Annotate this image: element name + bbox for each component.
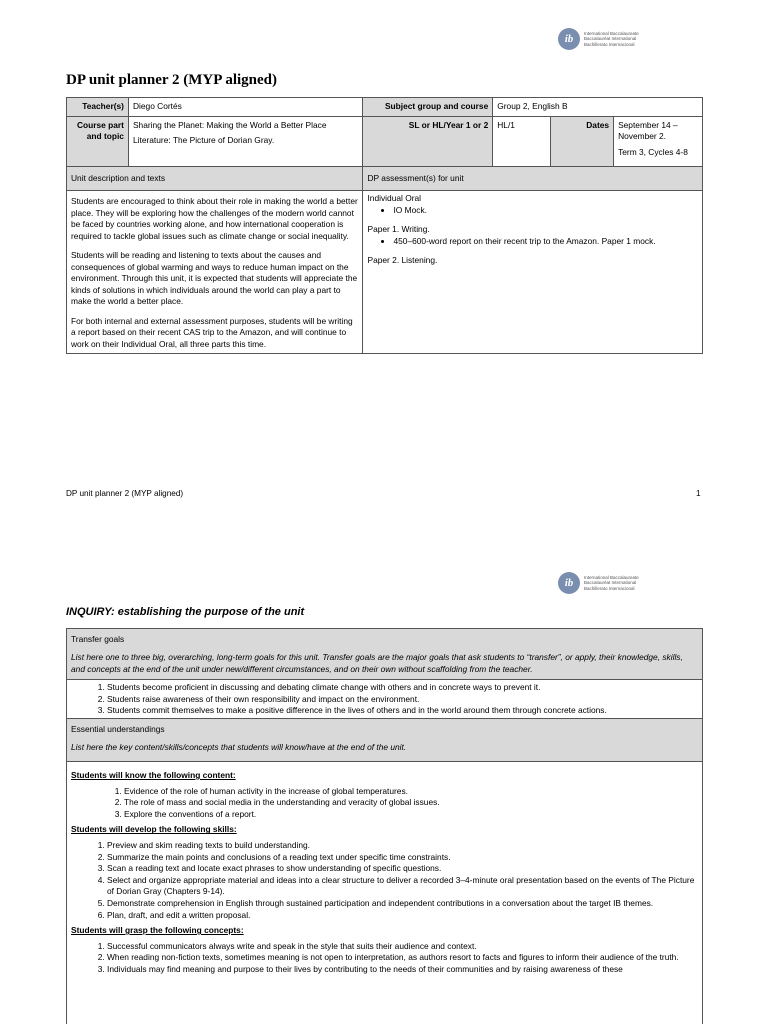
document-title: DP unit planner 2 (MYP aligned) xyxy=(66,72,277,88)
level-value: HL/1 xyxy=(493,116,551,166)
ib-logo-text: International Baccalaureate Baccalauréat International Bachillerato Internacional xyxy=(584,574,639,591)
list-item: 1. Successful communicators always write and speak in the style that suits their audience and context. xyxy=(107,941,698,953)
list-item: 2. Students raise awareness of their own responsibility and impact on the environment. xyxy=(107,694,698,706)
course-label: Course part and topic xyxy=(67,116,129,166)
assessments: Individual Oral • IO Mock. Paper 1. Writing. • 450–600-word report on their recent trip to the Amazon. Paper 1 mock. Paper 2. Listening. xyxy=(363,191,703,354)
dates-value: September 14 – November 2. Term 3, Cycles 4-8 xyxy=(614,116,703,166)
unit-description-label: Unit description and texts xyxy=(67,166,363,191)
page-number: 1 xyxy=(696,489,701,498)
list-item: 6. Plan, draft, and edit a written proposal. xyxy=(107,910,698,922)
list-item: 3. Students commit themselves to make a positive difference in the lives of others and in the world around them through concrete actions. xyxy=(107,705,698,717)
list-item: 1. Students become proficient in discussing and debating climate change with others and in concrete ways to prevent it. xyxy=(107,682,698,694)
ib-logo xyxy=(558,28,639,50)
subject-value: Group 2, English B xyxy=(493,98,703,117)
essential-understandings-box xyxy=(66,718,703,1024)
unit-planner-table xyxy=(66,97,703,354)
transfer-goals-list xyxy=(67,679,702,719)
teacher-value: Diego Cortés xyxy=(128,98,363,117)
essential-understandings-body: Students will know the following content: 1. Evidence of the role of human activity in the increase of global temperatures. 2. The role of mass and social media in the understanding and veracity of global issues. 3. Explore the conventions of a report. Students will develop the following skills: 1. Preview and skim reading texts to build understanding. 2. Summarize the main points and conclusions of a reading text under specific time constraints. 3. Scan a reading text and locate exact phrases to show understanding of specific questions. 4. Select and organize appropriate material and ideas into a clear structure to deliver a recorded 3–4-minute oral presentation based on the events of The Picture of Dorian Gray (Chapters 9-14). 5. Demonstrate comprehension in English through sustained participation and independent contributions in a conversation about the target IB themes. 6. Plan, draft, and edit a written proposal. Students will grasp the following concepts: 1. Successful communicators always write and speak in the style that suits their audience and context. 2. When reading non-fiction texts, sometimes meaning is not open to interpretation, as authors resort to facts and figures to inform their audience of the truth. 3. Individuals may find meaning and purpose to their lives by contributing to the needs of their communities and by raising awareness of these xyxy=(67,761,702,978)
transfer-goals-box xyxy=(66,628,703,720)
list-item: 2. The role of mass and social media in the understanding and veracity of global issues. xyxy=(124,797,698,809)
page-2 xyxy=(0,512,768,1024)
subject-label: Subject group and course xyxy=(363,98,493,117)
list-item: 3. Individuals may find meaning and purpose to their lives by contributing to the needs of their communities and by raising awareness of these xyxy=(107,964,698,976)
course-topic: Sharing the Planet: Making the World a Better Place Literature: The Picture of Dorian Gray. xyxy=(128,116,363,166)
inquiry-title: INQUIRY: establishing the purpose of the unit xyxy=(66,606,305,618)
assessment-label: DP assessment(s) for unit xyxy=(363,166,703,191)
unit-description: Students are encouraged to think about their role in making the world a better place. They will be exploring how the challenges of the modern world cannot be faced by countries working alone, and how international cooperation is required to tackle global issues such as climate change or social inequality. Students will be reading and listening to texts about the causes and consequences of global warming and ways to reduce human impact on the environment. Through this unit, it is expected that students will appreciate the kinds of solutions in which individuals around the world can play a part to make the world a better place. For both internal and external assessment purposes, students will be writing a report based on their recent CAS trip to the Amazon, and will continue to work on their Individual Oral, all three parts this time. xyxy=(67,191,363,354)
ib-logo-icon: ib xyxy=(558,28,580,50)
list-item: 3. Scan a reading text and locate exact phrases to show understanding of specific questions. xyxy=(107,863,698,875)
list-item: 3. Explore the conventions of a report. xyxy=(124,809,698,821)
teacher-label: Teacher(s) xyxy=(67,98,129,117)
ib-logo-text: International Baccalaureate Baccalauréat International Bachillerato Internacional xyxy=(584,30,639,47)
ib-logo-icon: ib xyxy=(558,572,580,594)
list-item: 2. When reading non-fiction texts, sometimes meaning is not open to interpretation, as authors resort to facts and figures to inform their audience of the truth. xyxy=(107,952,698,964)
ib-logo xyxy=(558,572,639,594)
list-item: 5. Demonstrate comprehension in English through sustained participation and independent contributions in a conversation about the target IB themes. xyxy=(107,898,698,910)
list-item: 1. Preview and skim reading texts to build understanding. xyxy=(107,840,698,852)
list-item: 4. Select and organize appropriate material and ideas into a clear structure to deliver a recorded 3–4-minute oral presentation based on the events of The Picture of Dorian Gray (Chapters 9-14). xyxy=(107,875,698,898)
level-label: SL or HL/Year 1 or 2 xyxy=(363,116,493,166)
list-item: 2. Summarize the main points and conclusions of a reading text under specific time constraints. xyxy=(107,852,698,864)
list-item: 1. Evidence of the role of human activity in the increase of global temperatures. xyxy=(124,786,698,798)
transfer-goals-header: Transfer goals List here one to three big, overarching, long-term goals for this unit. Transfer goals are the major goals that ask students to “transfer”, or apply, their knowledge, skills, and concepts at the end of the unit under new/different circumstances, and on their own without scaffolding from the teacher. xyxy=(67,629,702,679)
essential-understandings-header: Essential understandings List here the key content/skills/concepts that students will know/have at the end of the unit. xyxy=(67,719,702,761)
dates-label: Dates xyxy=(551,116,614,166)
footer-title: DP unit planner 2 (MYP aligned) xyxy=(66,489,184,498)
